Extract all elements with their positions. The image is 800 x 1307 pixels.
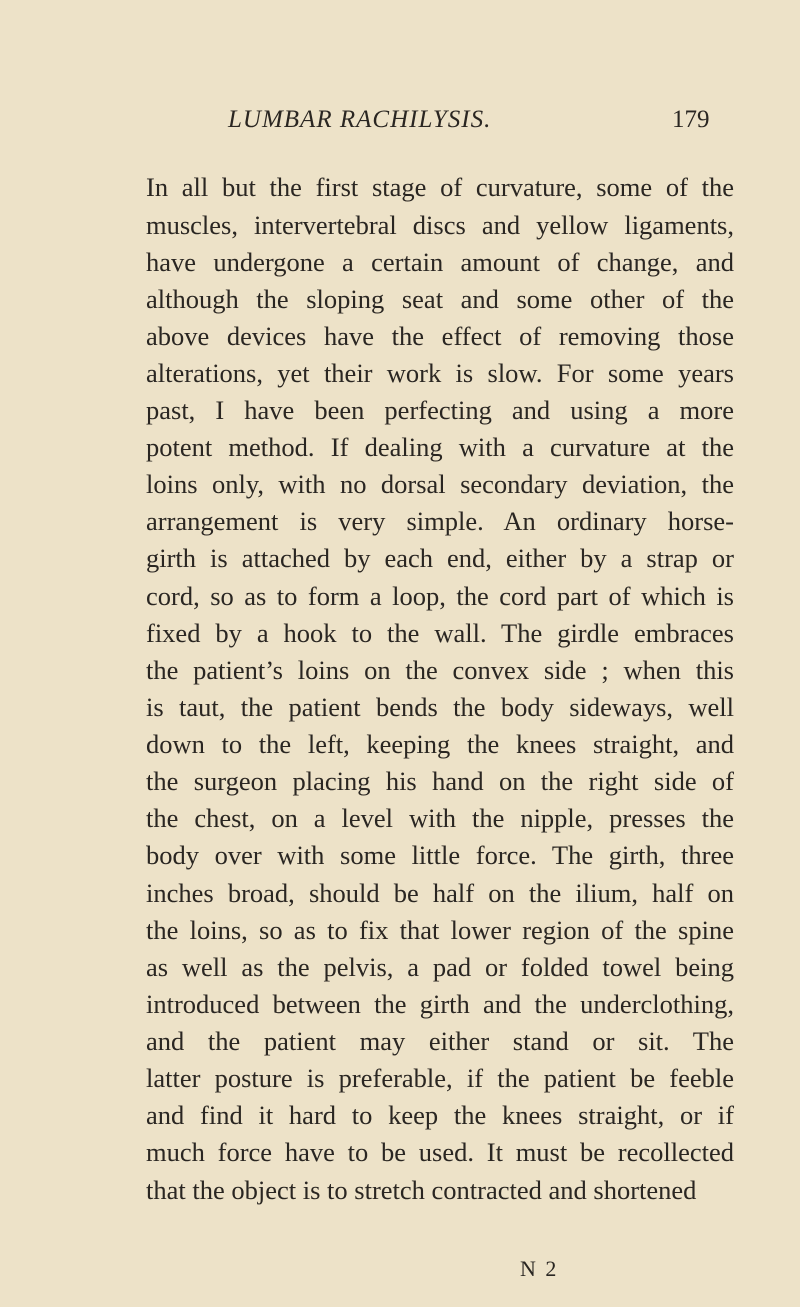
text-line: past, I have been perfecting and using a more	[146, 395, 734, 425]
text-line: body over with some little force. The girth, three	[146, 840, 734, 870]
text-line: fixed by a hook to the wall. The girdle embraces	[146, 618, 734, 648]
text-line: cord, so as to form a loop, the cord part of which is	[146, 581, 734, 611]
text-line: much force have to be used. It must be recollected	[146, 1137, 734, 1167]
text-line: above devices have the effect of removing those	[146, 321, 734, 351]
text-line: inches broad, should be half on the ilium, half on	[146, 878, 734, 908]
text-line: potent method. If dealing with a curvature at the	[146, 432, 734, 462]
text-line: although the sloping seat and some other of the	[146, 284, 734, 314]
text-line: arrangement is very simple. An ordinary horse-	[146, 506, 734, 536]
text-line: the chest, on a level with the nipple, presses the	[146, 803, 734, 833]
text-line: is taut, the patient bends the body sideways, well	[146, 692, 734, 722]
text-line: and the patient may either stand or sit. The	[146, 1026, 734, 1056]
text-line: that the object is to stretch contracted and shortened	[146, 1175, 697, 1205]
signature-mark: N 2	[520, 1256, 559, 1281]
text-line: down to the left, keeping the knees straight, and	[146, 729, 734, 759]
text-line: the loins, so as to fix that lower region of the spine	[146, 915, 734, 945]
page-number: 179	[672, 106, 710, 133]
running-title: LUMBAR RACHILYSIS.	[228, 106, 492, 133]
text-line: as well as the pelvis, a pad or folded towel being	[146, 952, 734, 982]
text-line: In all but the first stage of curvature, some of the	[146, 172, 734, 202]
text-line: girth is attached by each end, either by a strap or	[146, 543, 734, 573]
text-line: the patient’s loins on the convex side ; when this	[146, 655, 734, 685]
text-line: introduced between the girth and the underclothing,	[146, 989, 734, 1019]
text-line: alterations, yet their work is slow. For some years	[146, 358, 734, 388]
text-line: loins only, with no dorsal secondary deviation, the	[146, 469, 734, 499]
running-head	[228, 106, 728, 146]
text-line: the surgeon placing his hand on the right side of	[146, 766, 734, 796]
text-line: muscles, intervertebral discs and yellow ligaments,	[146, 210, 734, 240]
text-line: and find it hard to keep the knees straight, or if	[146, 1100, 734, 1130]
text-line: latter posture is preferable, if the patient be feeble	[146, 1063, 734, 1093]
text-line: have undergone a certain amount of change, and	[146, 247, 734, 277]
